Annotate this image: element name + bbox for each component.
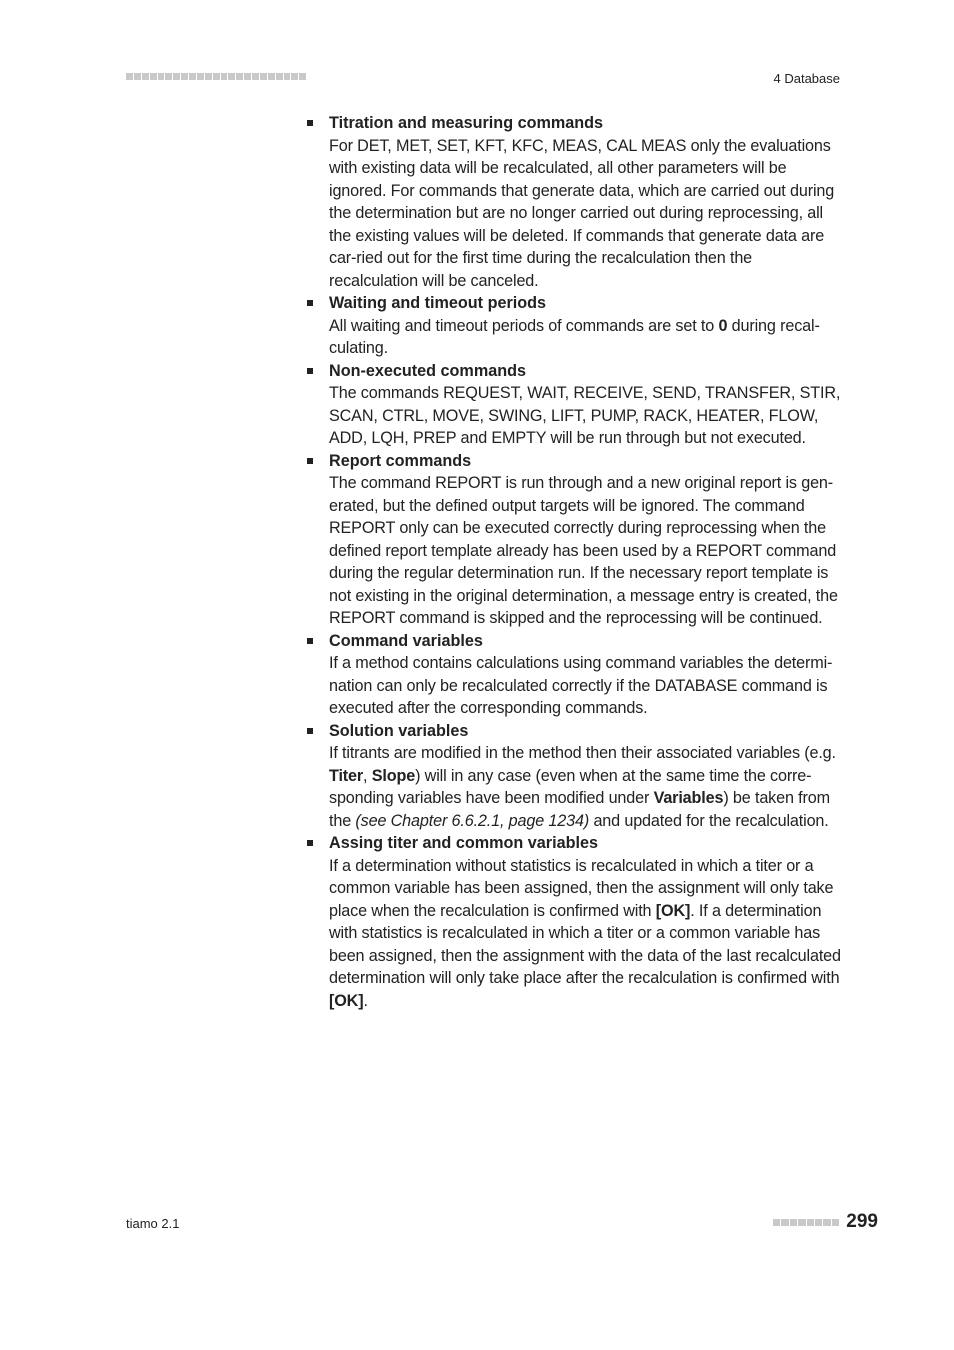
item-body: [329, 742, 843, 832]
bullet-square-icon: [307, 840, 313, 846]
list-item: [307, 360, 843, 450]
list-item: [307, 292, 843, 360]
bold-text: Variables: [653, 789, 724, 807]
item-body: [329, 135, 843, 293]
list-item: [307, 630, 843, 720]
list-item: [307, 112, 843, 292]
bullet-square-icon: [307, 120, 313, 126]
page-number: 299: [846, 1211, 878, 1232]
list-item: [307, 720, 843, 833]
body-text: during recal-culating.: [329, 316, 820, 357]
list-item: [307, 832, 843, 1012]
item-title: Assing titer and common variables: [329, 834, 598, 852]
body-text: . If a determination with statistics is recalculated in which a titer or a common variable has been assigned, then the assignment with the data of the last recalculated determination will only take place after the recalculation is confirmed with: [329, 901, 841, 987]
body-text: If titrants are modified in the method then their associated variables (e.g.: [329, 744, 836, 762]
footer-decoration: [773, 1219, 839, 1226]
item-body: [329, 315, 843, 360]
bold-text: 0: [718, 316, 728, 335]
italic-reference: (see Chapter 6.6.2.1, page 1234): [355, 811, 590, 830]
item-title: Command variables: [329, 631, 483, 650]
bullet-square-icon: [307, 458, 313, 464]
body-text: .: [363, 991, 368, 1010]
bullet-square-icon: [307, 300, 313, 306]
body-text: If a method contains calculations using command variables the determi-nation can only be recalculated correctly if the DATABASE command is executed after the corresponding commands.: [329, 654, 833, 717]
item-title: Report commands: [329, 451, 472, 470]
item-title: Non-executed commands: [329, 361, 526, 380]
footer-product: tiamo 2.1: [126, 1216, 180, 1231]
body-text: ) will in any case (even when at the same time the corre-sponding variables have been modified under: [329, 766, 812, 807]
item-title: Titration and measuring commands: [329, 114, 604, 132]
body-text: ) be taken from the: [329, 789, 830, 830]
body-text: ,: [363, 766, 372, 785]
list-item: [307, 450, 843, 630]
body-text: All waiting and timeout periods of commands are set to: [329, 316, 719, 335]
chapter-header: 4 Database: [773, 71, 840, 86]
header-decoration: [126, 73, 306, 80]
item-body: [329, 382, 843, 450]
bold-text: [OK]: [329, 991, 364, 1010]
item-body: [329, 472, 843, 630]
body-text: The command REPORT is run through and a new original report is gen-erated, but the defined output targets will be ignored. The command REPORT only can be executed correctly during reprocessing when the defined report template already has been used by a REPORT command during the regular determination run. If the necessary report template is not existing in the original determination, a message entry is created, the REPORT command is skipped and the reprocessing will be continued.: [329, 474, 838, 627]
bullet-list: [307, 112, 843, 1012]
bold-text: Titer: [329, 766, 364, 785]
bullet-square-icon: [307, 638, 313, 644]
bold-text: Slope: [371, 766, 416, 785]
item-title: Solution variables: [329, 721, 469, 740]
body-text: For DET, MET, SET, KFT, KFC, MEAS, CAL MEAS only the evaluations with existing data will be recalculated, all other parameters will be ignored. For commands that generate data, which are carried out during the determination but are no longer carried out during reprocessing, all the existing values will be deleted. If commands that generate data are car-ried out for the first time during the recalculation then the recalculation will be canceled.: [329, 136, 835, 290]
bullet-square-icon: [307, 728, 313, 734]
body-text: If a determination without statistics is recalculated in which a titer or a common variable has been assigned, then the assignment will only take place when the recalculation is confirmed with: [329, 856, 834, 920]
item-body: [329, 855, 843, 1013]
bullet-square-icon: [307, 368, 313, 374]
body-text: The commands REQUEST, WAIT, RECEIVE, SEND, TRANSFER, STIR, SCAN, CTRL, MOVE, SWING, LIFT, PUMP, RACK, HEATER, FLOW, ADD, LQH, PREP and EMPTY will be run through but not executed.: [329, 384, 841, 447]
body-text: and updated for the recalculation.: [589, 811, 829, 830]
item-title: Waiting and timeout periods: [329, 294, 547, 312]
bold-text: [OK]: [655, 901, 691, 920]
item-body: [329, 652, 843, 720]
